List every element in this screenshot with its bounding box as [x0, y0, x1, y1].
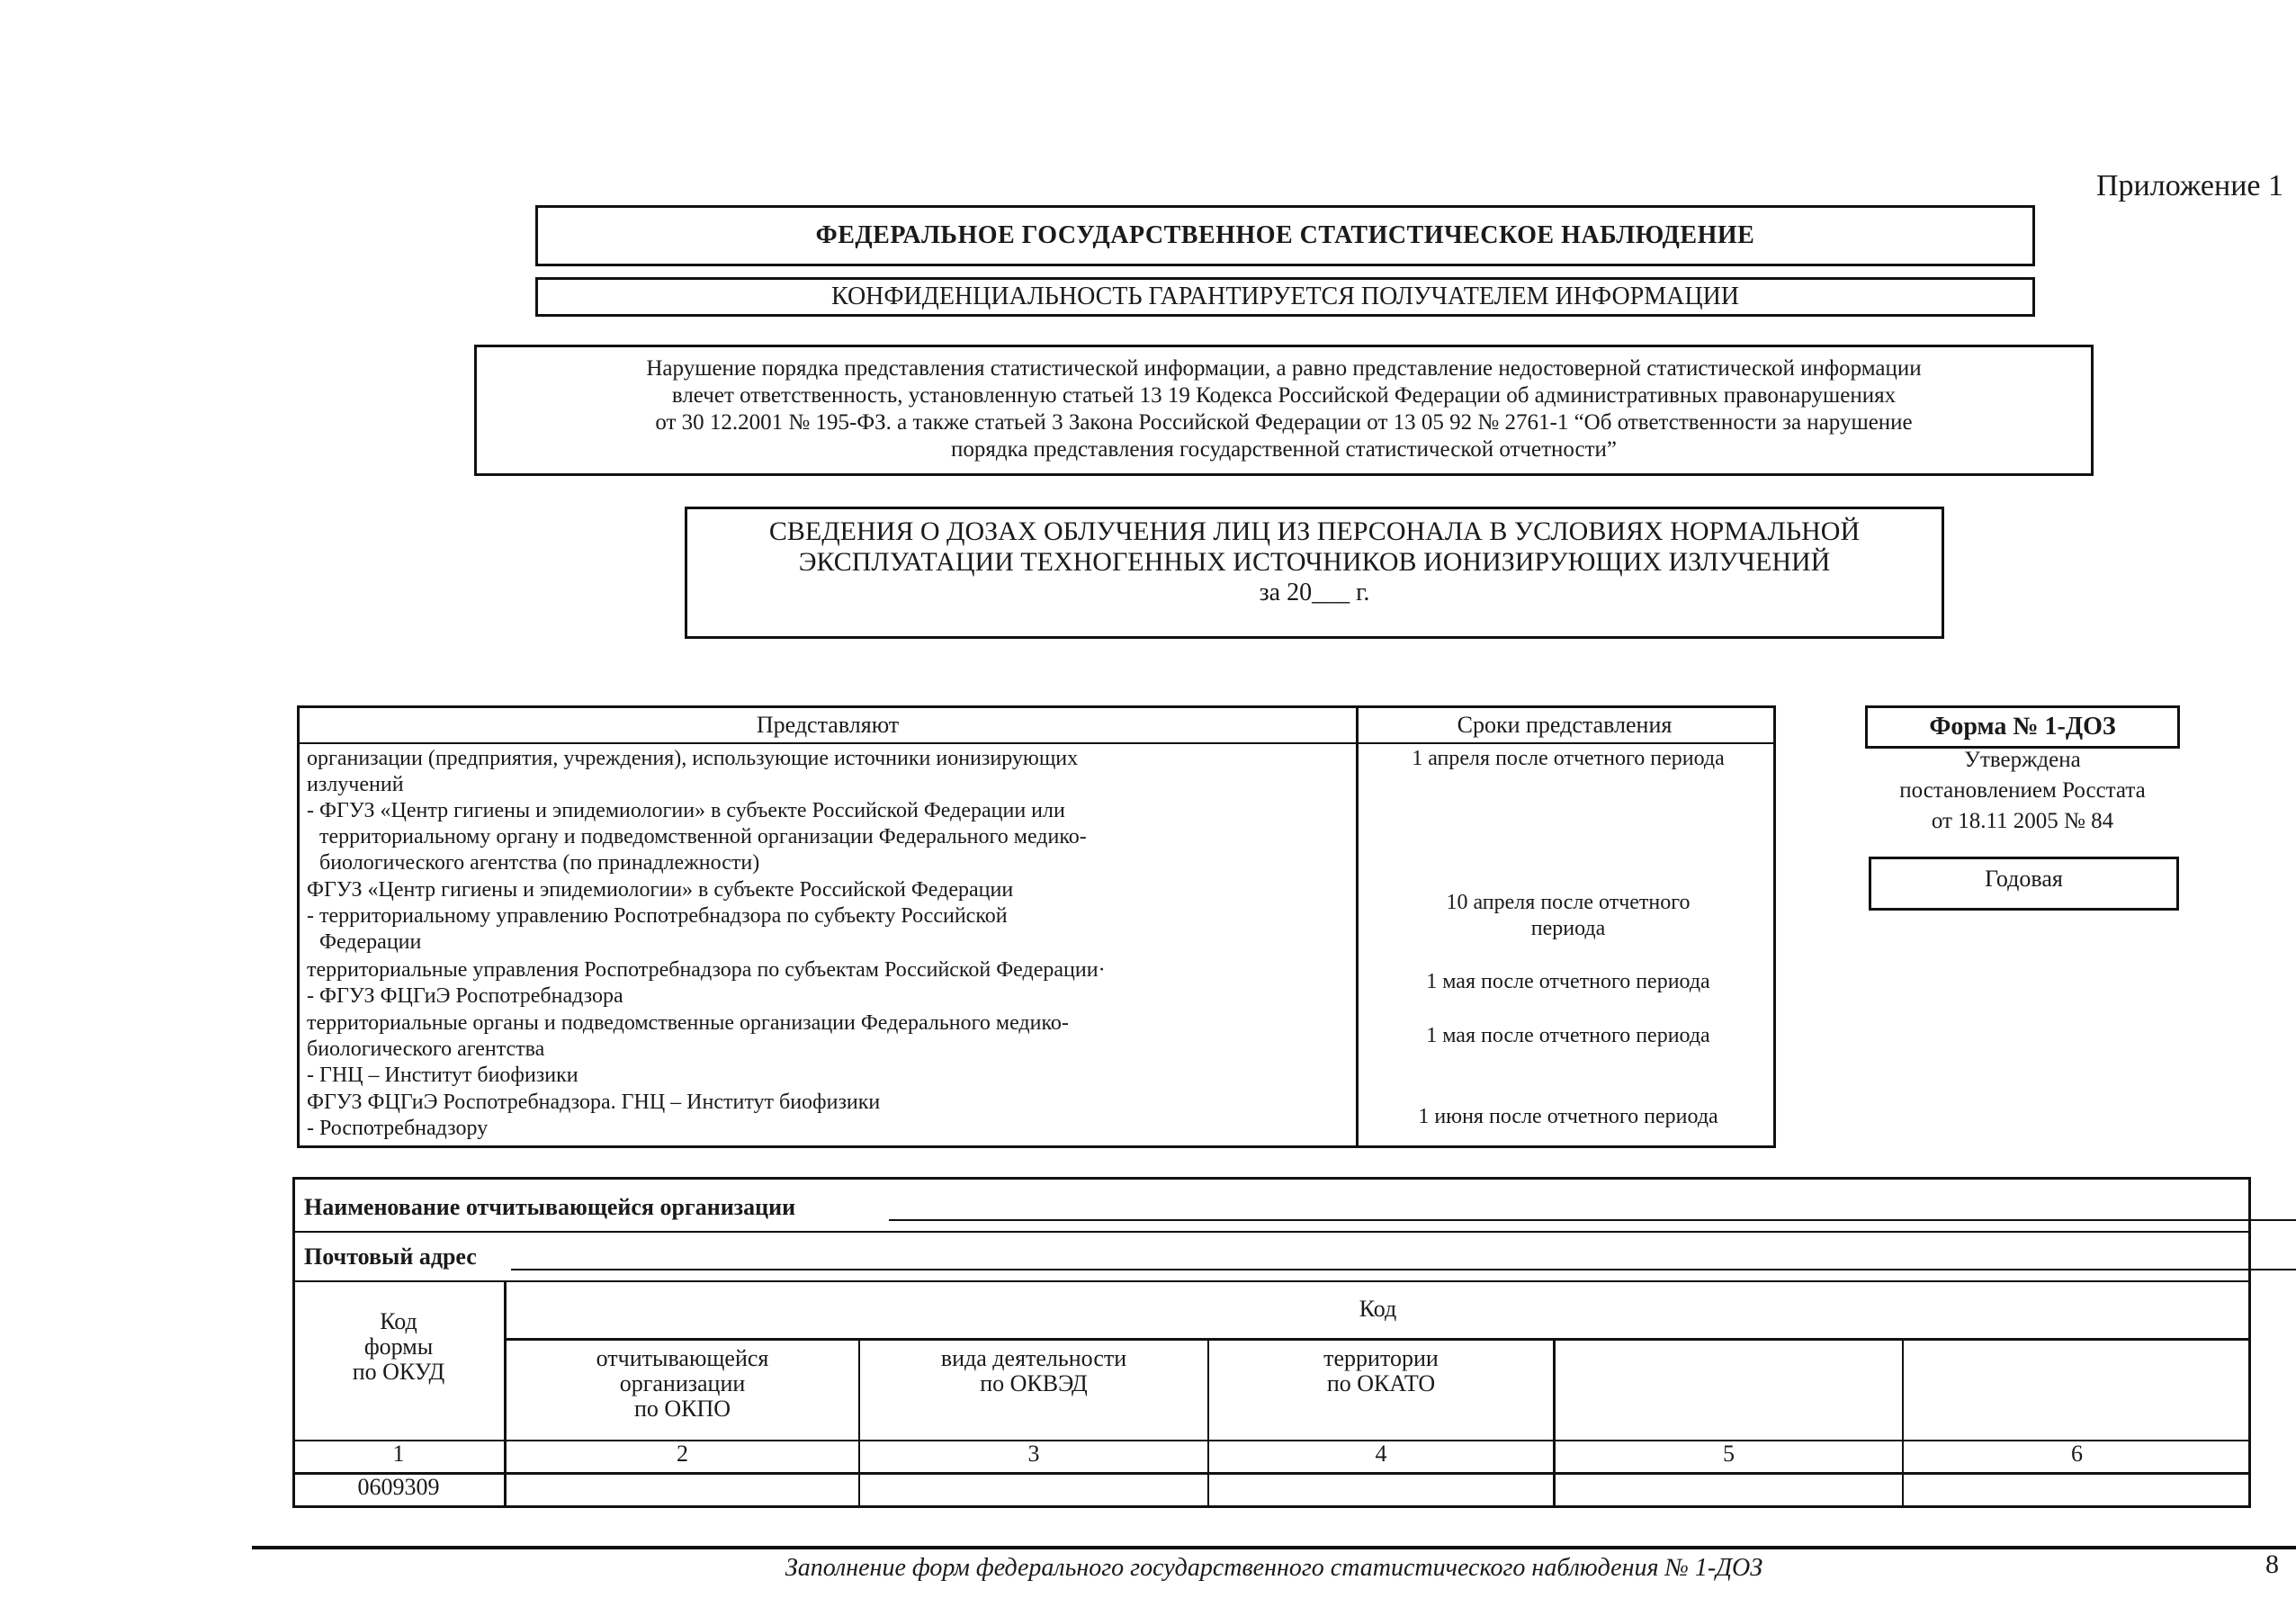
col-number-5: 5 — [1553, 1440, 1902, 1472]
okved-header-line: вида деятельности — [940, 1345, 1127, 1371]
deadline-cell — [1361, 890, 1775, 942]
col-header-deadline: Сроки представления — [1356, 708, 1773, 744]
submitter-row — [307, 877, 1341, 956]
okud-header-line: формы — [363, 1333, 434, 1360]
warning-line: от 30 12.2001 № 195-ФЗ. а также статьей 3 Закона Российской Федерации от 13 05 92 № 2761-1 “Об ответственности за нарушение — [655, 410, 1913, 435]
submitter-line: биологического агентства (по принадлежности) — [319, 851, 760, 875]
page-number: 8 — [2265, 1549, 2279, 1579]
org-name-field[interactable] — [889, 1219, 2296, 1221]
okud-value: 0609309 — [293, 1472, 504, 1508]
okato-value-field[interactable] — [1207, 1472, 1553, 1508]
code-group-header: Код — [504, 1280, 2249, 1338]
submission-table — [297, 705, 1776, 1148]
okpo-value-field[interactable] — [504, 1472, 858, 1508]
code-col-6-value-field[interactable] — [1902, 1472, 2250, 1508]
submitter-line: биологического агентства — [307, 1037, 545, 1061]
submitter-row — [307, 746, 1341, 876]
submitter-line: излучений — [307, 773, 404, 796]
col-number-3: 3 — [858, 1440, 1207, 1472]
approval-line: постановлением Росстата — [1899, 778, 2146, 803]
reporting-period: Годовая — [1869, 857, 2179, 911]
org-name-row — [295, 1180, 2248, 1233]
approval-line: от 18.11 2005 № 84 — [1931, 809, 2114, 833]
submitter-line: - ФГУЗ «Центр гигиены и эпидемиологии» в субъекте Российской Федерации или — [307, 799, 1065, 822]
deadline-cell: 1 июня после отчетного периода — [1418, 1105, 1718, 1128]
okpo-header-line: организации — [619, 1370, 746, 1396]
col-header-who: Представляют — [300, 708, 1356, 744]
submitter-row — [307, 957, 1341, 1010]
col-number-6: 6 — [1902, 1440, 2250, 1472]
code-col-5-header — [1553, 1338, 1902, 1440]
organization-code-table — [292, 1177, 2251, 1508]
okato-header-cell — [1207, 1338, 1553, 1440]
col-number-2: 2 — [504, 1440, 858, 1472]
deadline-line: 10 апреля после отчетного — [1446, 891, 1691, 914]
org-name-label: Наименование отчитывающейся организации — [304, 1194, 796, 1220]
submitter-line: Федерации — [319, 930, 422, 954]
col-number-4: 4 — [1207, 1440, 1553, 1472]
postal-address-field[interactable] — [511, 1269, 2296, 1270]
okved-value-field[interactable] — [858, 1472, 1207, 1508]
warning-line: влечет ответственность, установленную статьей 13 19 Кодекса Российской Федерации об административных правонарушениях — [671, 383, 1897, 408]
submitter-line: организации (предприятия, учреждения), использующие источники ионизирующих — [307, 747, 1079, 770]
form-number: Форма № 1-ДОЗ — [1865, 705, 2180, 749]
form-title — [685, 507, 1944, 639]
column-divider — [1356, 708, 1359, 1145]
submitter-line: территориальные управления Роспотребнадзора по субъектам Российской Федерации· — [307, 958, 1106, 982]
appendix-label: Приложение 1 — [2096, 169, 2283, 202]
title-line: ЭКСПЛУАТАЦИИ ТЕХНОГЕННЫХ ИСТОЧНИКОВ ИОНИЗИРУЮЩИХ ИЗЛУЧЕНИЙ — [798, 547, 1831, 577]
approval-line: Утверждена — [1964, 748, 2081, 772]
confidentiality-notice: КОНФИДЕНЦИАЛЬНОСТЬ ГАРАНТИРУЕТСЯ ПОЛУЧАТЕЛЕМ ИНФОРМАЦИИ — [535, 277, 2035, 317]
okved-header-cell — [858, 1338, 1207, 1440]
title-line: СВЕДЕНИЯ О ДОЗАХ ОБЛУЧЕНИЯ ЛИЦ ИЗ ПЕРСОНАЛА В УСЛОВИЯХ НОРМАЛЬНОЙ — [768, 516, 1861, 546]
title-year: за 20___ г. — [1259, 579, 1370, 606]
footer-divider — [252, 1546, 2296, 1549]
okpo-header-cell — [504, 1338, 858, 1440]
okpo-header-line: по ОКПО — [633, 1396, 731, 1422]
code-col-6-header — [1902, 1338, 2250, 1440]
submitter-row — [307, 1090, 1341, 1142]
warning-line: Нарушение порядка представления статистической информации, а равно представление недостоверной статистической информации — [646, 356, 1922, 381]
col-number-1: 1 — [293, 1440, 504, 1472]
approval-note — [1865, 745, 2180, 837]
submitter-row — [307, 1010, 1341, 1089]
okpo-header-line: отчитывающейся — [596, 1345, 769, 1371]
postal-address-label: Почтовый адрес — [304, 1243, 477, 1270]
okud-header-line: Код — [380, 1308, 417, 1334]
postal-address-row — [295, 1231, 2248, 1282]
federal-observation-header: ФЕДЕРАЛЬНОЕ ГОСУДАРСТВЕННОЕ СТАТИСТИЧЕСКОЕ НАБЛЮДЕНИЕ — [535, 205, 2035, 266]
submitter-line: - Роспотребнадзору — [307, 1117, 489, 1140]
submitter-line: - территориальному управлению Роспотребнадзора по субъекту Российской — [307, 904, 1008, 928]
submitter-line: ФГУЗ «Центр гигиены и эпидемиологии» в субъекте Российской Федерации — [307, 878, 1014, 902]
deadline-cell: 1 мая после отчетного периода — [1426, 1024, 1710, 1047]
deadline-cell: 1 апреля после отчетного периода — [1412, 747, 1725, 770]
page-footer: Заполнение форм федерального государственного статистического наблюдения № 1-ДОЗ — [785, 1554, 1763, 1582]
submitter-line: территориальные органы и подведомственные организации Федерального медико- — [307, 1011, 1069, 1035]
warning-line: порядка представления государственной статистической отчетности” — [950, 437, 1618, 462]
okato-header-line: территории — [1323, 1345, 1439, 1371]
submitter-line: территориальному органу и подведомственной организации Федерального медико- — [319, 825, 1087, 848]
okved-header-line: по ОКВЭД — [980, 1370, 1088, 1396]
okato-header-line: по ОКАТО — [1326, 1370, 1436, 1396]
deadline-cell: 1 мая после отчетного периода — [1426, 970, 1710, 993]
submitter-line: - ГНЦ – Институт биофизики — [307, 1064, 578, 1087]
code-col-5-value-field[interactable] — [1553, 1472, 1902, 1508]
okud-header-line: по ОКУД — [352, 1359, 445, 1385]
liability-warning — [474, 345, 2094, 476]
okud-header-cell — [293, 1280, 504, 1440]
submitter-line: - ФГУЗ ФЦГиЭ Роспотребнадзора — [307, 984, 623, 1008]
deadline-line: периода — [1530, 917, 1606, 940]
submitter-line: ФГУЗ ФЦГиЭ Роспотребнадзора. ГНЦ – Институт биофизики — [307, 1091, 881, 1114]
